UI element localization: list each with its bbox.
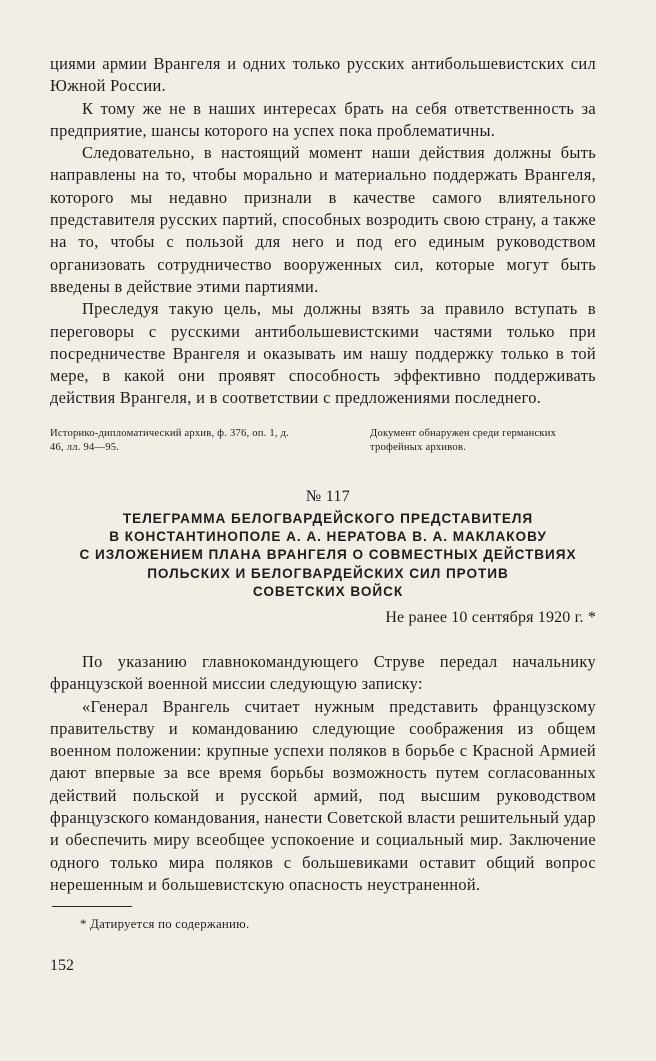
document-date: Не ранее 10 сентября 1920 г. * — [385, 609, 596, 626]
title-line: В КОНСТАНТИНОПОЛЕ А. А. НЕРАТОВА В. А. МАКЛАКОВУ — [109, 529, 547, 545]
title-line: ПОЛЬСКИХ И БЕЛОГВАРДЕЙСКИХ СИЛ ПРОТИВ — [147, 565, 509, 581]
paragraph-wrangel-quote: «Генерал Врангель считает нужным представить французскому правительству и командованию следующие соображения из общем военном положении: крупные успехи поляков в борьбе с Красной Армией дают впервые за все время борьбы возможность путем согласованных действий польской и русской армий, под высшим руководством французского командования, нанести Советской власти решительный удар и обеспечить миру всеобщее успокоение и социальный мир. Заключение одного только мира поляков с большевиками оставит общий вопрос нерешенным и большевистскую опасность неустраненной. — [50, 696, 596, 894]
footnote: * Датируется по содержанию. — [80, 917, 250, 931]
document-title — [40, 510, 616, 601]
title-line: С ИЗЛОЖЕНИЕМ ПЛАНА ВРАНГЕЛЯ О СОВМЕСТНЫХ ДЕЙСТВИЯХ — [79, 547, 577, 563]
title-line: СОВЕТСКИХ ВОЙСК — [252, 583, 404, 599]
paragraph-struve-note: По указанию главнокомандующего Струве передал начальнику французской военной миссии следующую записку: — [50, 652, 596, 694]
title-line: ТЕЛЕГРАММА БЕЛОГВАРДЕЙСКОГО ПРЕДСТАВИТЕЛЯ — [122, 511, 534, 526]
page-number: 152 — [50, 957, 74, 974]
paragraph-continuation: циями армии Врангеля и одних только русских антибольшевистских сил Южной России. — [50, 54, 596, 96]
footnote-divider — [52, 906, 132, 907]
upper-text-block — [50, 53, 596, 410]
paragraph-support-wrangel: Следовательно, в настоящий момент наши действия должны быть направлены на то, чтобы морально и материально поддержать Врангеля, которого мы недавно признали в качестве самого влиятельного представителя русских партий, способных возродить свою страну, а также на то, чтобы с пользой для него и под его единым руководством организовать сотрудничество вооруженных сил, которые могут быть введены в действие этими партиями. — [50, 143, 596, 296]
document-number: № 117 — [305, 488, 351, 505]
archive-source: Историко-дипломатический архив, ф. 376, оп. 1, д. 46, лл. 94—95. — [50, 428, 290, 453]
paragraph-negotiations: Преследуя такую цель, мы должны взять за правило вступать в переговоры с русскими антибольшевистскими частями только при посредничестве Врангеля и оказывать им нашу поддержку только в той мере, в какой они проявят способность эффективно поддерживать действия Врангеля, и в соответствии с предложениями последнего. — [50, 299, 596, 408]
paragraph-responsibility: К тому же не в наших интересах брать на себя ответственность за предприятие, шансы которого на успех пока проблематичны. — [50, 98, 596, 140]
lower-text-block — [50, 651, 596, 896]
source-notes — [50, 427, 596, 457]
document-origin-note: Документ обнаружен среди германских трофейных архивов. — [370, 428, 557, 453]
